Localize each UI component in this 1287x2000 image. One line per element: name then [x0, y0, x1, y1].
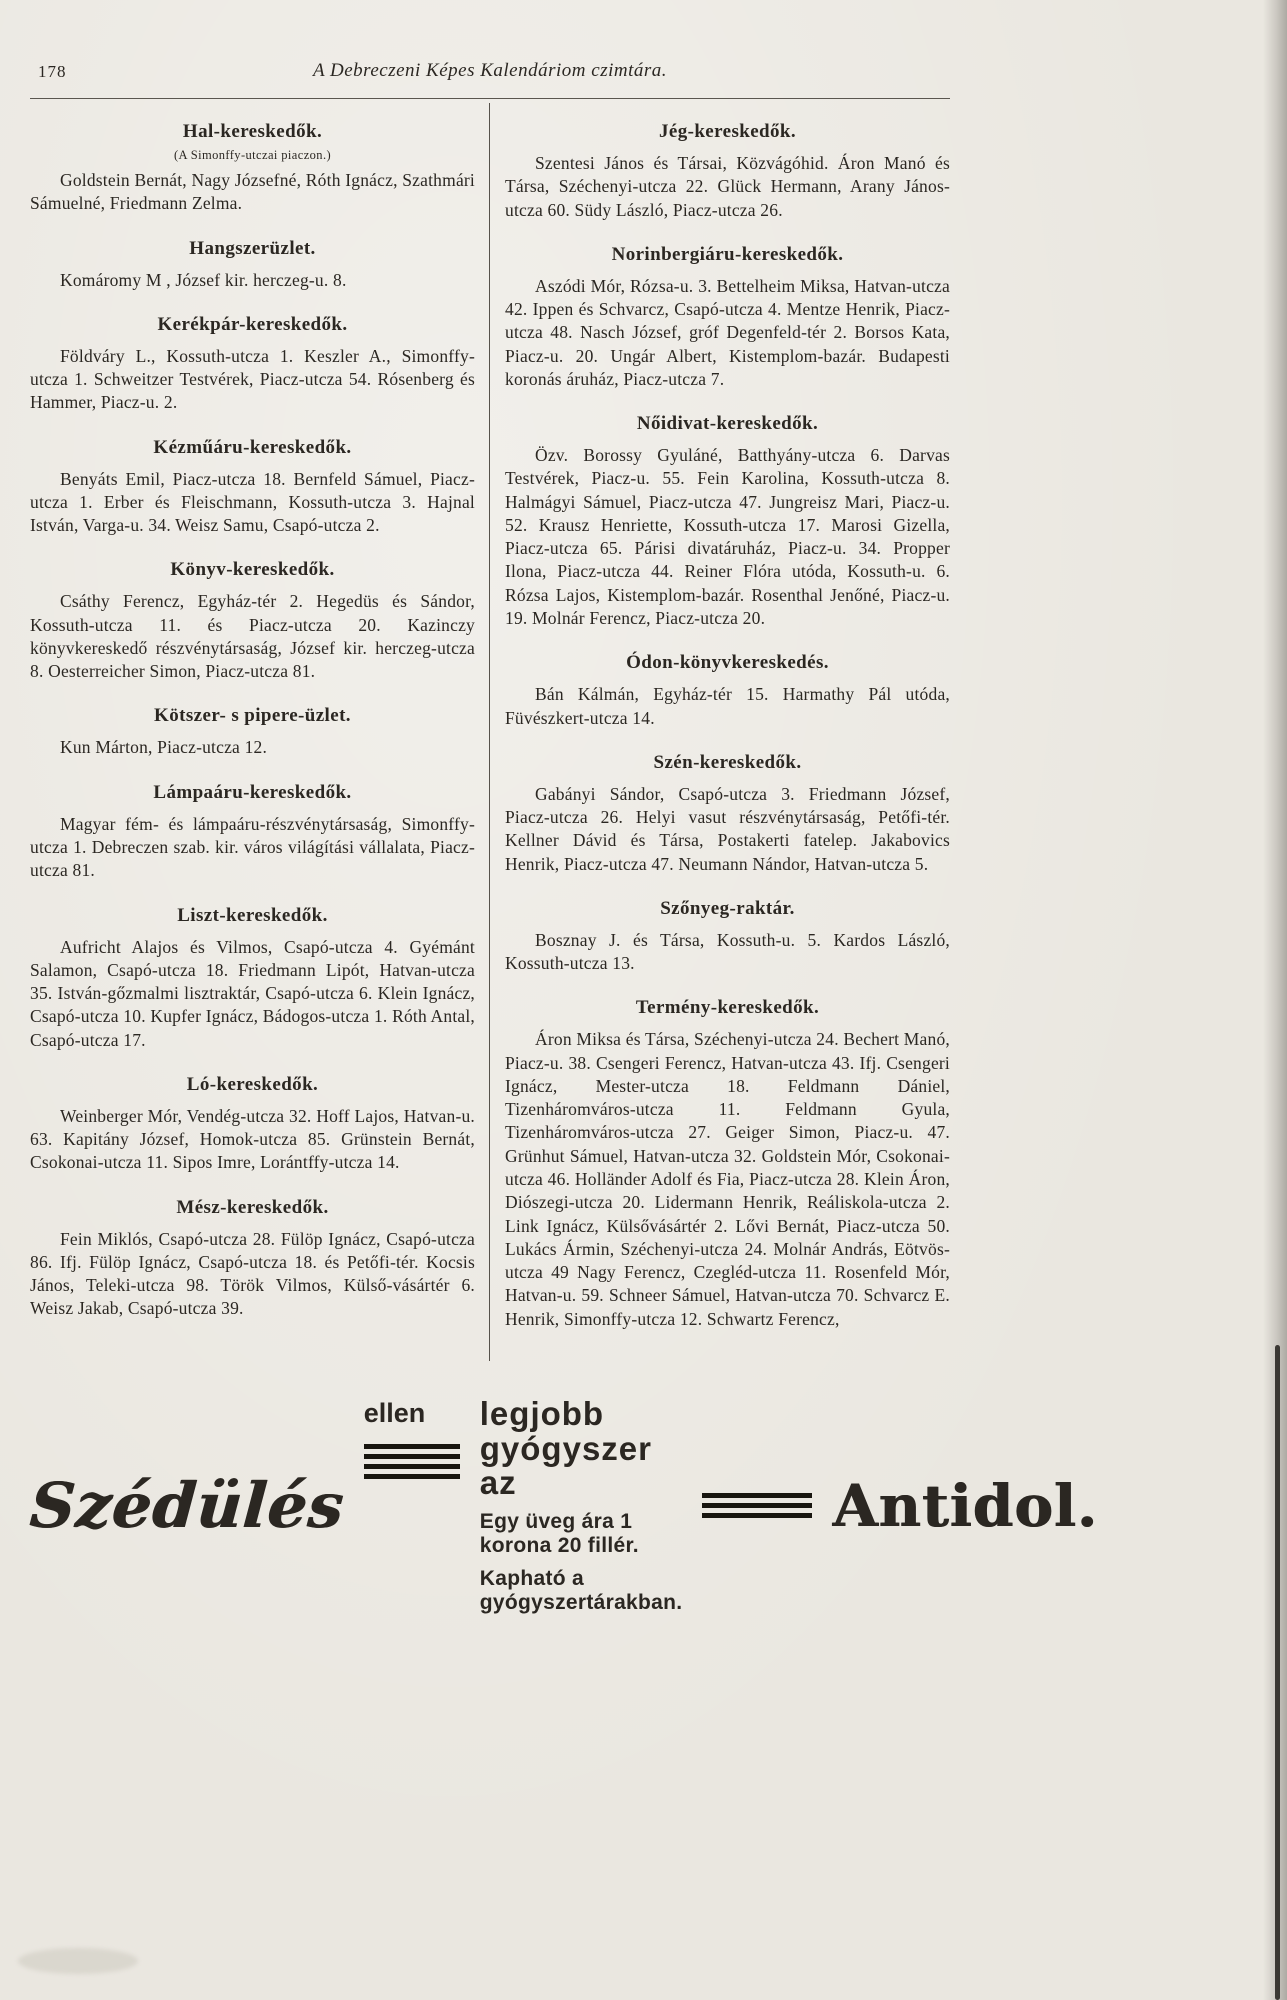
section-body: Áron Miksa és Társa, Széchenyi-utcza 24. Bechert Manó, Piacz-u. 38. Csengeri Ferencz, Hatvan-utcza 43. Ifj. Csengeri Ignácz, Mester-utcza 18. Feldmann Dániel, Tizenháromváros-utcza 11. Feldmann Gyula, Tizenháromváros-utcza 27. Geiger Simon, Piacz-u. 47. Grünhut Sámuel, Hatvan-utcza 32. Goldstein Mór, Csokonai-utcza 46. Holländer Adolf és Fia, Piacz-utcza 28. Klein Áron, Diószegi-utcza 20. Lidermann Henrik, Reáliskola-utcza 2. Link Ignácz, Külsővásártér 2. Lővi Bernát, Piacz-utcza 50. Lukács Ármin, Széchenyi-utcza 24. Molnár András, Eötvös-utcza 49 Nagy Ferencz, Czegléd-utcza 11. Rosenfeld Mór, Hatvan-u. 59. Schneer Sámuel, Hatvan-utcza 70. Schvarcz E. Henrik, Simonffy-utcza 12. Schwartz Ferencz, — [505, 1029, 950, 1329]
section-title: Szőnyeg-raktár. — [660, 897, 795, 919]
section-body: Bosznay J. és Társa, Kossuth-u. 5. Kardos László, Kossuth-utcza 13. — [505, 929, 950, 974]
section-title: Ódon-könyvkereskedés. — [626, 652, 829, 674]
column-divider — [489, 103, 490, 1361]
section-body: Földváry L., Kossuth-utcza 1. Keszler A., Simonffy-utcza 1. Schweitzer Testvérek, Piacz-utcza 54. Rósenberg és Hammer, Piacz-u. 2. — [30, 345, 475, 413]
section-title: Kerékpár-kereskedők. — [157, 313, 348, 335]
section-title: Könyv-kereskedők. — [170, 559, 335, 581]
section-body: Özv. Borossy Gyuláné, Batthyány-utcza 6. Darvas Testvérek, Piacz-u. 55. Fein Karolina, Kossuth-utcza 8. Halmágyi Sámuel, Piacz-utcza 47. Jungreisz Mari, Piacz-u. 52. Krausz Henriette, Kossuth-utcza 17. Marosi Gizella, Piacz-utcza 65. Párisi divatáruház, Piacz-u. 34. Propper Ilona, Piacz-utcza 44. Reiner Flóra utóda, Kossuth-u. 6. Rózsa Lajos, Kistemplom-bazár. Rosenthal Jenőné, Piacz-u. 19. Molnár Ferencz, Piacz-utcza 20. — [505, 445, 950, 628]
section-title: Hal-kereskedők. — [182, 121, 323, 142]
directory-section — [30, 238, 475, 292]
column-right — [505, 99, 950, 1361]
section-body: Aufricht Alajos és Vilmos, Csapó-utcza 4. Gyémánt Salamon, Csapó-utcza 18. Friedmann Lipót, Hatvan-utcza 35. István-gőzmalmi lisztraktár, Csapó-utcza 6. Klein Ignácz, Csapó-utcza 10. Kupfer Ignácz, Bádogos-utcza 1. Róth Antal, Csapó-utcza 17. — [30, 936, 475, 1050]
section-body: Goldstein Bernát, Nagy Józsefné, Róth Ignácz, Szathmári Sámuelné, Friedmann Zelma. — [30, 170, 475, 214]
directory-section — [505, 752, 950, 876]
decorative-bars-left — [364, 1439, 460, 1484]
ad-text-block — [480, 1397, 683, 1615]
scan-binding-artifact — [1275, 1345, 1280, 2000]
section-body: Kun Márton, Piacz-utcza 12. — [60, 737, 268, 758]
column-left — [30, 99, 475, 1361]
ad-product-script-word: Szédülés — [27, 1468, 347, 1542]
section-body: Aszódi Mór, Rózsa-u. 3. Bettelheim Miksa, Hatvan-utcza 42. Ippen és Schvarcz, Csapó-utcza 4. Mentze Henrik, Piacz-utcza 48. Nasch József, gróf Degenfeld-tér 2. Borsos Kata, Piacz-u. 20. Ungár Albert, Kistemplom-bazár. Budapesti koronás áruház, Piacz-utcza 7. — [505, 275, 950, 389]
section-title: Hangszerüzlet. — [189, 237, 316, 259]
scan-smudge-artifact — [18, 1948, 138, 1974]
directory-section — [505, 413, 950, 630]
page-number: 178 — [38, 62, 67, 81]
section-body: Csáthy Ferencz, Egyház-tér 2. Hegedüs és Sándor, Kossuth-utcza 11. és Piacz-utcza 20. Kazinczy könyvkereskedő részvénytársaság, József kir. herczeg-utcza 8. Oesterreicher Simon, Piacz-utcza 81. — [30, 591, 475, 682]
directory-section — [30, 1074, 475, 1175]
directory-section — [30, 121, 475, 216]
section-title: Lámpaáru-kereskedők. — [153, 781, 352, 803]
section-title: Kötszer- s pipere-üzlet. — [154, 705, 351, 727]
directory-section — [30, 437, 475, 538]
section-title: Nőidivat-kereskedők. — [636, 413, 819, 435]
page-header — [30, 58, 950, 92]
section-title: Mész-kereskedők. — [176, 1196, 329, 1218]
directory-section — [505, 898, 950, 976]
section-body: Magyar fém- és lámpaáru-részvénytársaság, Simonffy-utcza 1. Debreczen szab. kir. város világítási vállalata, Piacz-utcza 81. — [30, 813, 475, 881]
section-title: Jég-kereskedők. — [658, 121, 797, 142]
decorative-bars-right — [702, 1488, 812, 1523]
directory-section — [505, 244, 950, 391]
ad-price-line: Egy üveg ára 1 korona 20 fillér. — [479, 1509, 639, 1557]
section-title: Szén-kereskedők. — [653, 751, 802, 773]
section-title: Liszt-kereskedők. — [177, 904, 328, 926]
section-body: Bán Kálmán, Egyház-tér 15. Harmathy Pál utóda, Füvészkert-utcza 14. — [505, 684, 950, 728]
section-title: Termény-kereskedők. — [635, 997, 820, 1019]
advertisement-antidol — [27, 1391, 1098, 1621]
directory-section — [505, 121, 950, 222]
directory-section — [30, 705, 475, 759]
section-title: Norinbergiáru-kereskedők. — [611, 243, 844, 265]
section-body: Fein Miklós, Csapó-utcza 28. Fülöp Ignácz, Csapó-utcza 86. Ifj. Fülöp Ignácz, Csapó-utcza 18. és Petőfi-tér. Kocsis János, Teleki-utcza 98. Török Vilmos, Külső-vásártér 6. Weisz Jakab, Csapó-utcza 39. — [30, 1228, 475, 1319]
section-body: Weinberger Mór, Vendég-utcza 32. Hoff Lajos, Hatvan-u. 63. Kapitány József, Homok-utcza 85. Grünstein Bernát, Csokonai-utcza 11. Sipos Imre, Lorántffy-utcza 14. — [30, 1105, 475, 1173]
section-title: Ló-kereskedők. — [186, 1073, 319, 1095]
printed-page — [27, 58, 1098, 1621]
ad-connector-block — [364, 1397, 460, 1484]
section-body: Benyáts Emil, Piacz-utcza 18. Bernfeld Sámuel, Piacz-utcza 1. Erber és Fleischmann, Kossuth-utcza 3. Hajnal István, Varga-u. 34. Weisz Samu, Csapó-utcza 2. — [30, 468, 475, 536]
page-title: A Debreczeni Képes Kalendáriom czimtára. — [312, 60, 668, 81]
section-body: Gabányi Sándor, Csapó-utcza 3. Friedmann József, Piacz-utcza 26. Helyi vasut részvénytársaság, Petőfi-tér. Kellner Dávid és Társa, Postakerti fatelep. Jakabovics Henrik, Piacz-utcza 47. Neumann Nándor, Hatvan-utcza 5. — [505, 783, 950, 874]
section-body: Komáromy M , József kir. herczeg-u. 8. — [60, 269, 347, 290]
section-body: Szentesi János és Társai, Közvágóhid. Áron Manó és Társa, Széchenyi-utcza 22. Glück Hermann, Arany János-utcza 60. Südy László, Piacz-utcza 26. — [505, 153, 950, 220]
ad-connector-word: ellen — [363, 1398, 426, 1428]
directory-columns — [30, 99, 950, 1361]
directory-section — [30, 1197, 475, 1321]
ad-headline: legjobb gyógyszer az — [479, 1395, 652, 1502]
directory-section — [30, 905, 475, 1052]
directory-section — [505, 997, 950, 1330]
directory-section — [30, 314, 475, 415]
ad-product-name: Antidol. — [832, 1471, 1098, 1540]
directory-section — [30, 782, 475, 883]
section-title: Kézműáru-kereskedők. — [153, 436, 352, 458]
section-note: (A Simonffy-utczai piaczon.) — [173, 148, 332, 162]
directory-section — [505, 652, 950, 730]
directory-section — [30, 559, 475, 683]
ad-availability-line: Kapható a gyógyszertárakban. — [479, 1566, 683, 1614]
